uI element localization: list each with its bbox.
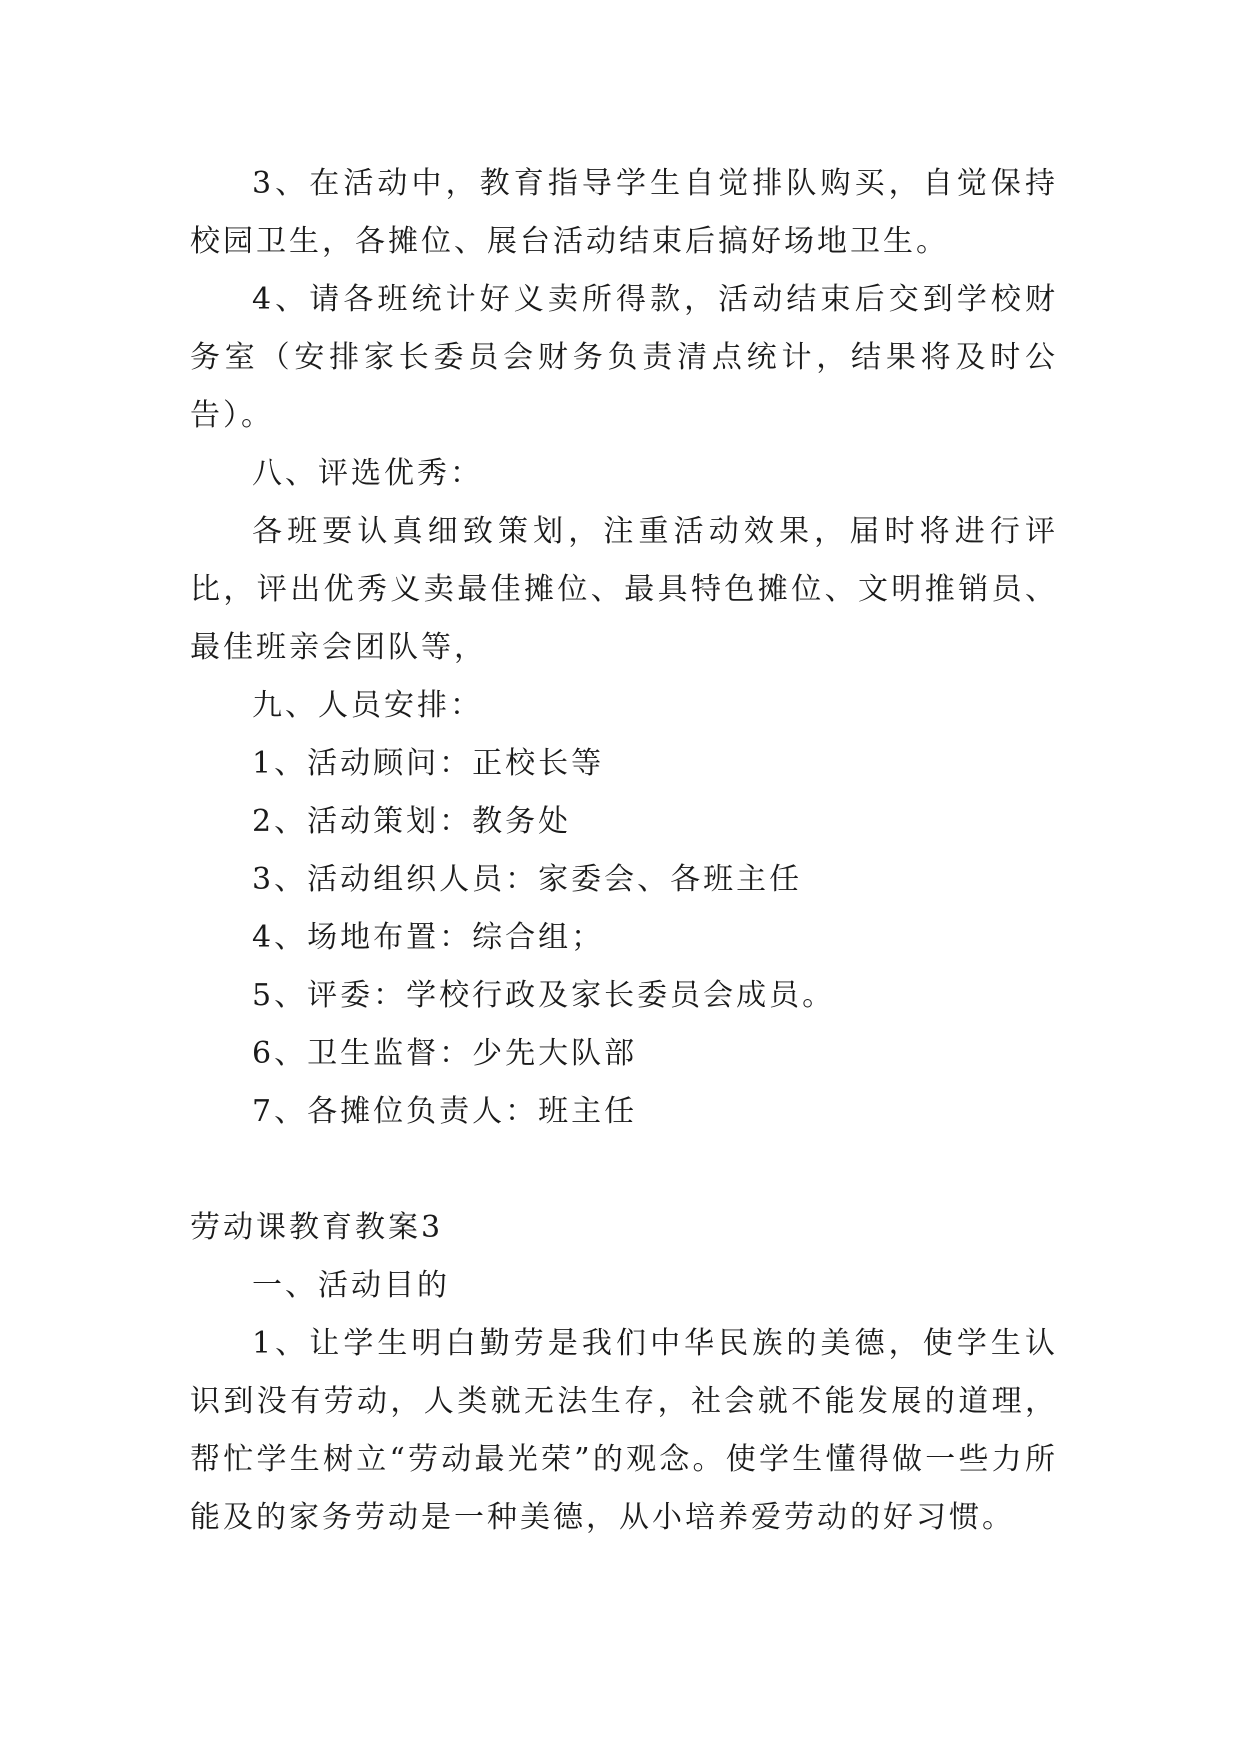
staff-item-venue: 4、场地布置：综合组； bbox=[252, 920, 605, 955]
paragraph-item-3-hygiene: 3、在活动中，教育指导学生自觉排队购买，自觉保持校园卫生，各摊位、展台活动结束后搞好场地卫生。 bbox=[190, 166, 1058, 259]
staff-item-judges: 5、评委：学校行政及家长委员会成员。 bbox=[252, 978, 836, 1013]
section-spacer bbox=[190, 1141, 1058, 1199]
section-heading-objectives: 一、活动目的 bbox=[252, 1268, 450, 1303]
staff-item-hygiene-supervision: 6、卫生监督：少先大队部 bbox=[252, 1036, 638, 1071]
staff-item-advisor: 1、活动顾问：正校长等 bbox=[252, 746, 605, 781]
document-body bbox=[190, 155, 1058, 1547]
paragraph-objective-1: 1、让学生明白勤劳是我们中华民族的美德，使学生认识到没有劳动，人类就无法生存，社会就不能发展的道理，帮忙学生树立“劳动最光荣”的观念。使学生懂得做一些力所能及的家务劳动是一种美德，从小培养爱劳动的好习惯。 bbox=[190, 1326, 1058, 1535]
staff-item-organizers: 3、活动组织人员：家委会、各班主任 bbox=[252, 862, 803, 897]
document-title-lesson-3: 劳动课教育教案3 bbox=[190, 1210, 444, 1245]
paragraph-selection-details: 各班要认真细致策划，注重活动效果，届时将进行评比，评出优秀义卖最佳摊位、最具特色摊位、文明推销员、最佳班亲会团队等， bbox=[190, 514, 1058, 665]
staff-item-stall-leads: 7、各摊位负责人：班主任 bbox=[252, 1094, 638, 1129]
section-heading-selection: 八、评选优秀： bbox=[252, 456, 483, 491]
section-heading-staffing: 九、人员安排： bbox=[252, 688, 483, 723]
paragraph-item-4-proceeds: 4、请各班统计好义卖所得款，活动结束后交到学校财务室（安排家长委员会财务负责清点统计，结果将及时公告）。 bbox=[190, 282, 1058, 433]
staff-item-planning: 2、活动策划：教务处 bbox=[252, 804, 572, 839]
